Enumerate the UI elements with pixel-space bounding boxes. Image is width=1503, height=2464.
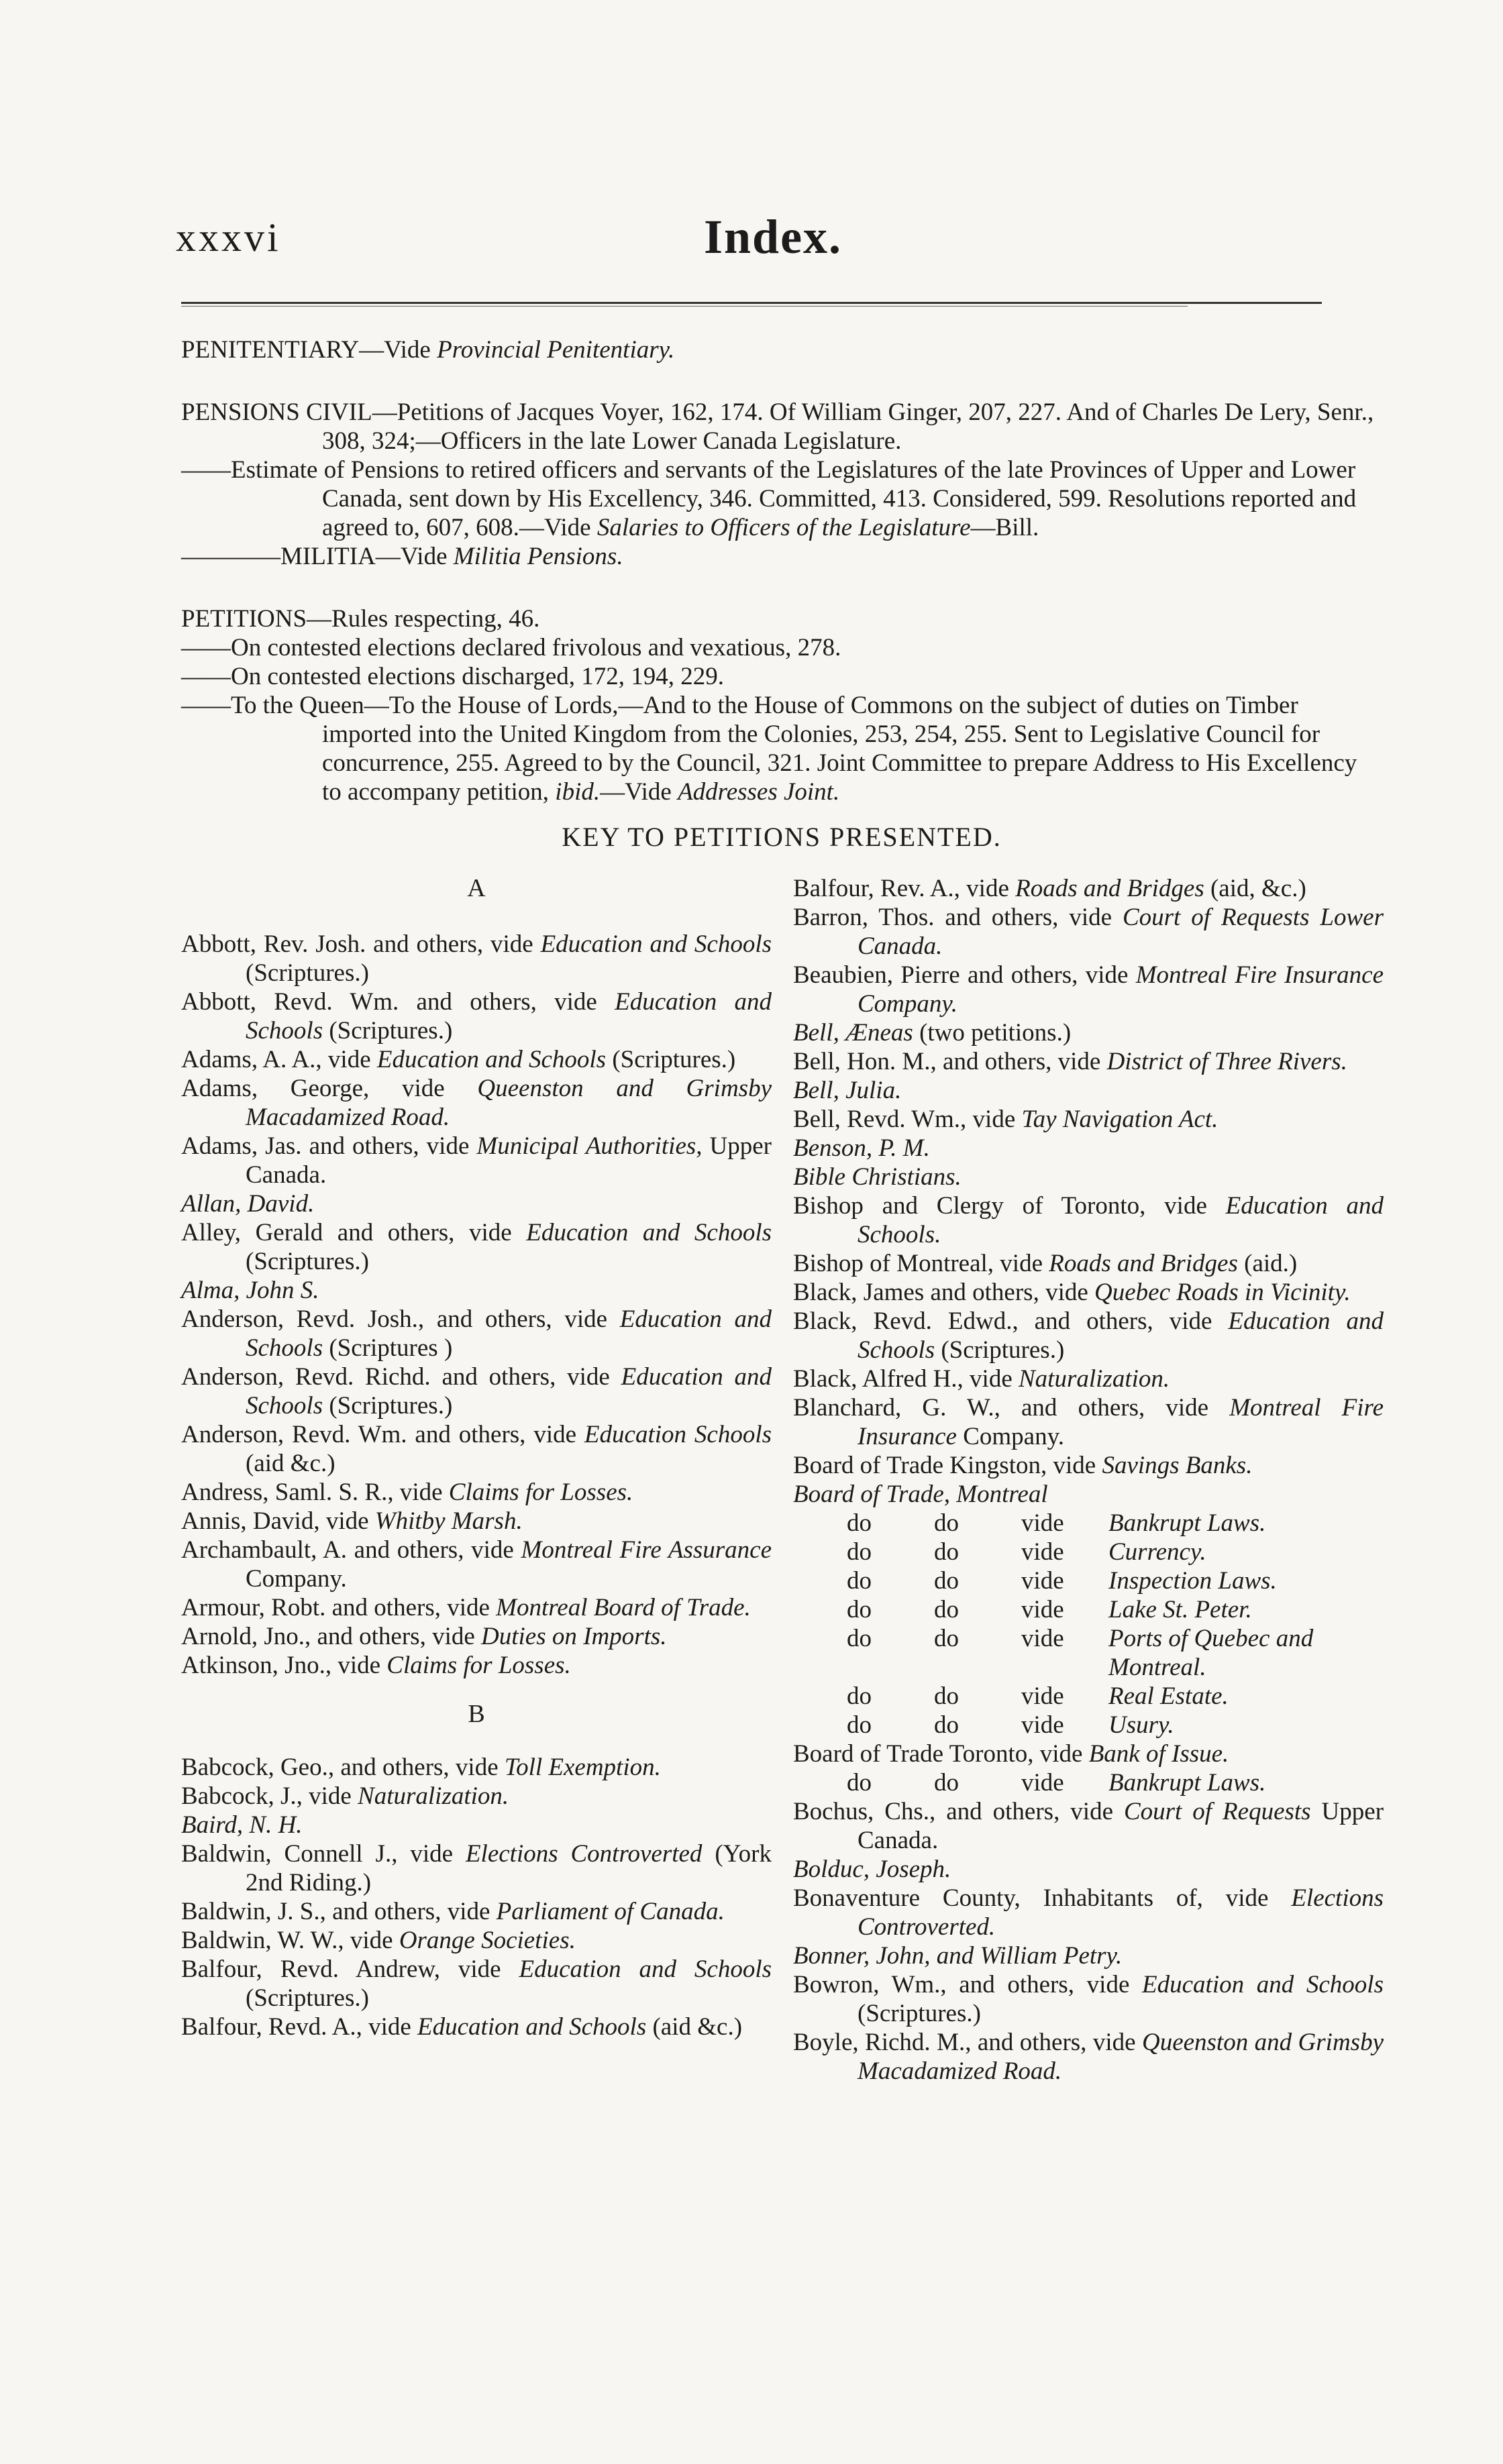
board-row	[793, 1711, 1384, 1739]
spacer	[181, 571, 1382, 604]
cross-reference: Montreal Fire Assurance	[521, 1536, 772, 1564]
cross-reference: ibid.	[555, 778, 601, 806]
entry-tail: (York 2nd Riding.)	[246, 1840, 772, 1896]
entry-pensions	[181, 398, 1382, 571]
right-list-1	[793, 874, 1384, 1480]
key-title: KEY TO PETITIONS PRESENTED.	[562, 822, 1002, 852]
entry-tail: Upper Canada.	[858, 1798, 1384, 1854]
cross-reference: Montreal Fire Insurance	[858, 1394, 1384, 1450]
board-montreal-heading: Board of Trade, Montreal	[793, 1481, 1048, 1508]
ditto-mark: vide	[1021, 1538, 1064, 1566]
petition-entry	[181, 1218, 772, 1276]
cross-reference: Provincial Penitentiary.	[437, 336, 675, 364]
petitioner-name: Bell, Hon. M., and others, vide	[793, 1048, 1107, 1075]
entry-petitions	[181, 604, 1382, 806]
entry-text: ————MILITIA—Vide	[181, 543, 454, 570]
entry-tail: (aid, &c.)	[1204, 875, 1306, 902]
petitioner-name: Black, Revd. Edwd., and others, vide	[793, 1307, 1229, 1335]
cross-reference: Allan, David.	[181, 1190, 315, 1218]
entry-tail: Company.	[246, 1565, 347, 1593]
petitioner-name: Barron, Thos. and others, vide	[793, 904, 1123, 931]
cross-reference: Tay Navigation Act.	[1021, 1106, 1219, 1133]
ditto-mark: do	[847, 1596, 872, 1623]
cross-reference: Elections Controverted.	[858, 1884, 1384, 1941]
petition-entry	[181, 1622, 772, 1651]
page-header	[176, 210, 1370, 275]
board-row	[793, 1566, 1384, 1595]
petitioner-name: Bell, Revd. Wm., vide	[793, 1106, 1022, 1133]
cross-reference: Court of Requests	[1123, 1798, 1311, 1825]
board-row	[793, 1509, 1384, 1538]
entry-penitentiary	[181, 335, 1382, 364]
cross-reference: Bolduc, Joseph.	[793, 1856, 951, 1883]
petition-entry	[793, 1047, 1384, 1076]
cross-reference: Education and Schools	[858, 1307, 1384, 1364]
petitioner-name: Balfour, Rev. A., vide	[793, 875, 1016, 902]
right-list-2	[793, 1797, 1384, 2086]
petitioner-name: Baldwin, Connell J., vide	[181, 1840, 466, 1868]
cross-reference: Education and Schools	[417, 2013, 647, 2041]
cross-reference: Salaries to Officers of the Legislature	[597, 514, 971, 541]
ditto-mark: vide	[1021, 1596, 1064, 1623]
petitioner-name: Board of Trade Toronto, vide	[793, 1740, 1089, 1768]
petition-entry	[181, 1651, 772, 1680]
cross-reference: Addresses Joint.	[678, 778, 840, 806]
petition-entry	[181, 1305, 772, 1362]
petition-entry	[181, 930, 772, 987]
header-rule-thin	[181, 306, 1188, 307]
cross-reference: Militia Pensions.	[453, 543, 623, 570]
petitioner-name: Annis, David, vide	[181, 1507, 375, 1535]
petitioner-name: Abbott, Revd. Wm. and others, vide	[181, 988, 615, 1016]
cross-reference: Lake St. Peter.	[1108, 1596, 1252, 1623]
petition-entry	[181, 1811, 772, 1839]
entry-tail: (aid &c.)	[646, 2013, 743, 2041]
petition-entry	[793, 1278, 1384, 1307]
left-b-list	[181, 1753, 772, 2041]
cross-reference: Claims for Losses.	[448, 1479, 633, 1506]
board-toronto-entry	[793, 1739, 1384, 1768]
petitioner-name: Anderson, Revd. Josh., and others, vide	[181, 1305, 620, 1333]
entry-tail: (Scriptures.)	[323, 1392, 453, 1420]
entry-tail: (aid.)	[1237, 1250, 1298, 1277]
petition-entry	[181, 1074, 772, 1132]
petition-entry	[793, 1393, 1384, 1451]
entry-subline	[181, 542, 1382, 571]
petition-entry	[181, 1955, 772, 2013]
petitioner-name: Adams, Jas. and others, vide	[181, 1132, 477, 1160]
petitioner-name: Alley, Gerald and others, vide	[181, 1219, 527, 1246]
petition-entry	[793, 1307, 1384, 1364]
petitioner-name: Bishop and Clergy of Toronto, vide	[793, 1192, 1226, 1220]
petitioner-name: Adams, George, vide	[181, 1075, 478, 1102]
entry-text: ——To the Queen—To the House of Lords,—And to the House of Commons on the subject of duties on Timber imported into the United Kingdom from the Colonies, 253, 254, 255. Sent to Legislative Council for concurrence, 255. Agreed to by the Council, 321. Joint Committee to prepare Address to His Excellency to accompany petition,	[181, 692, 1357, 806]
petition-entry	[181, 1536, 772, 1593]
ditto-mark: do	[847, 1711, 872, 1739]
cross-reference: Claims for Losses.	[386, 1652, 571, 1679]
ditto-mark: do	[934, 1596, 959, 1623]
petitioner-name: Black, Alfred H., vide	[793, 1365, 1019, 1393]
petition-entry	[181, 1926, 772, 1955]
cross-reference: Usury.	[1108, 1711, 1174, 1739]
cross-reference: Education and Schools	[540, 930, 772, 958]
cross-reference: Savings Banks.	[1102, 1452, 1253, 1479]
ditto-mark: do	[847, 1538, 872, 1566]
cross-reference: Education and Schools	[246, 988, 772, 1044]
petition-entry	[793, 1364, 1384, 1393]
petition-entry	[181, 1897, 772, 1926]
petitioner-name: Board of Trade Kingston, vide	[793, 1452, 1102, 1479]
petitioner-name: Atkinson, Jno., vide	[181, 1652, 387, 1679]
cross-reference: Education and Schools.	[858, 1192, 1384, 1248]
ditto-mark: do	[847, 1625, 872, 1652]
section-letter-a: A	[467, 874, 486, 902]
left-a-list	[181, 930, 772, 1680]
entry-tail: (Scriptures.)	[246, 1984, 369, 2012]
entry-tail: (Scriptures.)	[246, 1248, 369, 1275]
entry-tail: (Scriptures )	[323, 1334, 453, 1362]
cross-reference: District of Three Rivers.	[1106, 1048, 1347, 1075]
entry-tail: (two petitions.)	[913, 1019, 1072, 1047]
ditto-mark: do	[934, 1538, 959, 1566]
cross-reference: Real Estate.	[1108, 1682, 1229, 1710]
cross-reference: Ports of Quebec and Montreal.	[1108, 1625, 1314, 1681]
petition-entry	[181, 1839, 772, 1897]
right-column	[793, 874, 1384, 2086]
ditto-mark: do	[847, 1509, 872, 1537]
board-row	[793, 1538, 1384, 1566]
board-row	[793, 1768, 1384, 1797]
cross-reference: Bell, Julia.	[793, 1077, 902, 1104]
cross-reference: Alma, John S.	[181, 1277, 319, 1304]
cross-reference: Education and Schools	[1142, 1971, 1384, 1998]
cross-reference: Orange Societies.	[399, 1927, 576, 1954]
petition-entry	[793, 1249, 1384, 1278]
petitioner-name: Black, James and others, vide	[793, 1279, 1095, 1306]
petition-entry	[181, 1189, 772, 1218]
petition-entry	[793, 1970, 1384, 2028]
index-body	[181, 335, 1384, 2085]
entry-tail: Company.	[956, 1423, 1064, 1450]
board-row	[793, 1624, 1384, 1682]
entry-tail: (Scriptures.)	[323, 1017, 453, 1044]
cross-reference: Bankrupt Laws.	[1108, 1769, 1266, 1797]
entry-text: —Bill.	[970, 514, 1039, 541]
petition-entry	[181, 1362, 772, 1420]
cross-reference: Roads and Bridges	[1049, 1250, 1238, 1277]
cross-reference: Whitby Marsh.	[374, 1507, 523, 1535]
left-column	[181, 874, 772, 2041]
ditto-mark: vide	[1021, 1711, 1064, 1739]
cross-reference: Parliament of Canada.	[496, 1898, 725, 1925]
petition-entry	[181, 1132, 772, 1189]
cross-reference: Queenston and Grimsby Macadamized Road.	[858, 2029, 1384, 2085]
petitioner-name: Abbott, Rev. Josh. and others, vide	[181, 930, 541, 958]
cross-reference: Court of Requests Lower Canada.	[858, 904, 1384, 960]
petitioner-name: Baldwin, W. W., vide	[181, 1927, 399, 1954]
petition-entry	[793, 1884, 1384, 1941]
petitioner-name: Adams, A. A., vide	[181, 1046, 377, 1073]
ditto-mark: vide	[1021, 1567, 1064, 1595]
spacer	[181, 364, 1382, 398]
cross-reference: Currency.	[1108, 1538, 1206, 1566]
petitioner-name: Bochus, Chs., and others, vide	[793, 1798, 1124, 1825]
cross-reference: Inspection Laws.	[1108, 1567, 1277, 1595]
petitioner-name: Arnold, Jno., and others, vide	[181, 1623, 482, 1650]
cross-reference: Education and Schools	[246, 1305, 772, 1362]
petition-entry	[181, 1478, 772, 1507]
ditto-mark: do	[847, 1682, 872, 1710]
petition-entry	[181, 2013, 772, 2041]
cross-reference: Bank of Issue.	[1088, 1740, 1229, 1768]
ditto-mark: vide	[1021, 1769, 1064, 1797]
petition-entry	[793, 1076, 1384, 1105]
ditto-mark: vide	[1021, 1509, 1064, 1537]
cross-reference: Education and Schools	[376, 1046, 607, 1073]
cross-reference: Montreal Board of Trade.	[496, 1594, 751, 1621]
cross-reference: Bible Christians.	[793, 1163, 962, 1191]
entry-tail: Upper Canada.	[246, 1132, 772, 1189]
ditto-mark: do	[934, 1625, 959, 1652]
petitioner-name: Baldwin, J. S., and others, vide	[181, 1898, 497, 1925]
page-number: xxxvi	[176, 215, 281, 260]
board-montreal-rows	[793, 1509, 1384, 1739]
entry-subline	[181, 691, 1382, 806]
entry-tail: (Scriptures.)	[858, 2000, 981, 2027]
entry-text: PENSIONS CIVIL—Petitions of Jacques Voyer, 162, 174. Of William Ginger, 207, 227. And of Charles De Lery, Senr., 308, 324;—Officers in the late Lower Canada Legislature.	[181, 398, 1374, 455]
petitioner-name: Anderson, Revd. Richd. and others, vide	[181, 1363, 621, 1391]
board-toronto-row	[793, 1768, 1384, 1797]
petitioner-name: Andress, Saml. S. R., vide	[181, 1479, 449, 1506]
petition-entry	[181, 1507, 772, 1536]
entry-subline: ——On contested elections declared frivolous and vexatious, 278.	[181, 634, 841, 661]
entry-tail: (Scriptures.)	[606, 1046, 736, 1073]
petitioner-name: Blanchard, G. W., and others, vide	[793, 1394, 1230, 1422]
cross-reference: Education and Schools	[519, 1956, 772, 1983]
petitioner-name: Armour, Robt. and others, vide	[181, 1594, 497, 1621]
entry-text: PENITENTIARY—Vide	[181, 336, 437, 364]
entry-text: PETITIONS—Rules respecting, 46.	[181, 605, 540, 633]
cross-reference: Bonner, John, and William Petry.	[793, 1942, 1123, 1970]
petition-entry	[793, 903, 1384, 961]
petition-entry	[793, 1134, 1384, 1163]
petition-entry	[793, 1941, 1384, 1970]
cross-reference: Municipal Authorities,	[476, 1132, 703, 1160]
petitioner-name: Balfour, Revd. Andrew, vide	[181, 1956, 519, 1983]
ditto-mark: do	[934, 1711, 959, 1739]
petition-entry	[793, 1191, 1384, 1249]
entry-text: —Vide	[600, 778, 678, 806]
petition-entry	[181, 1593, 772, 1622]
petition-entry	[181, 987, 772, 1045]
entry-tail: (Scriptures.)	[935, 1336, 1065, 1364]
ditto-mark: do	[934, 1682, 959, 1710]
petition-entry	[793, 1855, 1384, 1884]
petition-entry	[181, 1420, 772, 1478]
petition-entry	[793, 1163, 1384, 1191]
petition-entry	[793, 1451, 1384, 1480]
ditto-mark: do	[847, 1567, 872, 1595]
cross-reference: Bankrupt Laws.	[1108, 1509, 1266, 1537]
petition-entry	[181, 1276, 772, 1305]
petitioner-name: Beaubien, Pierre and others, vide	[793, 961, 1136, 989]
entry-tail: (Scriptures.)	[246, 959, 369, 987]
cross-reference: Education and Schools	[246, 1363, 772, 1420]
petition-entry	[793, 874, 1384, 903]
section-letter-b: B	[468, 1700, 485, 1728]
entry-subline: ——On contested elections discharged, 172, 194, 229.	[181, 663, 725, 690]
petition-entry	[793, 1018, 1384, 1047]
cross-reference: Benson, P. M.	[793, 1134, 930, 1162]
cross-reference: Education Schools	[584, 1421, 772, 1448]
cross-reference: Bell, Æneas	[793, 1019, 913, 1047]
petitioner-name: Balfour, Revd. A., vide	[181, 2013, 418, 2041]
entry-text: ——Estimate of Pensions to retired officers and servants of the Legislatures of the late Provinces of Upper and Lower Canada, sent down by His Excellency, 346. Committed, 413. Considered, 599. Resolutions reported and agreed to, 607, 608.—Vide	[181, 456, 1357, 541]
board-row	[793, 1595, 1384, 1624]
petition-entry	[181, 1782, 772, 1811]
petitioner-name: Bowron, Wm., and others, vide	[793, 1971, 1143, 1998]
petitioner-name: Babcock, Geo., and others, vide	[181, 1754, 505, 1781]
petition-entry	[793, 1797, 1384, 1855]
cross-reference: Queenston and Grimsby Macadamized Road.	[246, 1075, 772, 1131]
petitioner-name: Archambault, A. and others, vide	[181, 1536, 521, 1564]
cross-reference: Roads and Bridges	[1015, 875, 1204, 902]
petitioner-name: Boyle, Richd. M., and others, vide	[793, 2029, 1142, 2056]
entry-subline	[181, 456, 1382, 542]
ditto-mark: do	[934, 1509, 959, 1537]
cross-reference: Quebec Roads in Vicinity.	[1094, 1279, 1351, 1306]
petition-entry	[181, 1045, 772, 1074]
ditto-mark: do	[934, 1769, 959, 1797]
petitioner-name: Anderson, Revd. Wm. and others, vide	[181, 1421, 584, 1448]
cross-reference: Elections Controverted	[465, 1840, 703, 1868]
cross-reference: Montreal Fire Insurance Company.	[858, 961, 1384, 1018]
cross-reference: Baird, N. H.	[181, 1811, 303, 1839]
ditto-mark: vide	[1021, 1625, 1064, 1652]
cross-reference: Education and Schools	[526, 1219, 772, 1246]
cross-reference: Naturalization.	[1019, 1365, 1170, 1393]
entry-tail: (aid &c.)	[246, 1450, 335, 1477]
petitioner-name: Bonaventure County, Inhabitants of, vide	[793, 1884, 1292, 1912]
board-row	[793, 1682, 1384, 1711]
petition-entry	[793, 961, 1384, 1018]
cross-reference: Toll Exemption.	[504, 1754, 661, 1781]
petitioner-name: Bishop of Montreal, vide	[793, 1250, 1049, 1277]
ditto-mark: do	[934, 1567, 959, 1595]
header-rule	[181, 302, 1322, 304]
petitioner-name: Babcock, J., vide	[181, 1782, 358, 1810]
petition-entry	[181, 1753, 772, 1782]
ditto-mark: vide	[1021, 1682, 1064, 1710]
cross-reference: Duties on Imports.	[481, 1623, 667, 1650]
page-title: Index.	[703, 210, 843, 264]
cross-reference: Naturalization.	[358, 1782, 509, 1810]
petition-entry	[793, 2028, 1384, 2086]
ditto-mark: do	[847, 1769, 872, 1797]
petition-entry	[793, 1105, 1384, 1134]
